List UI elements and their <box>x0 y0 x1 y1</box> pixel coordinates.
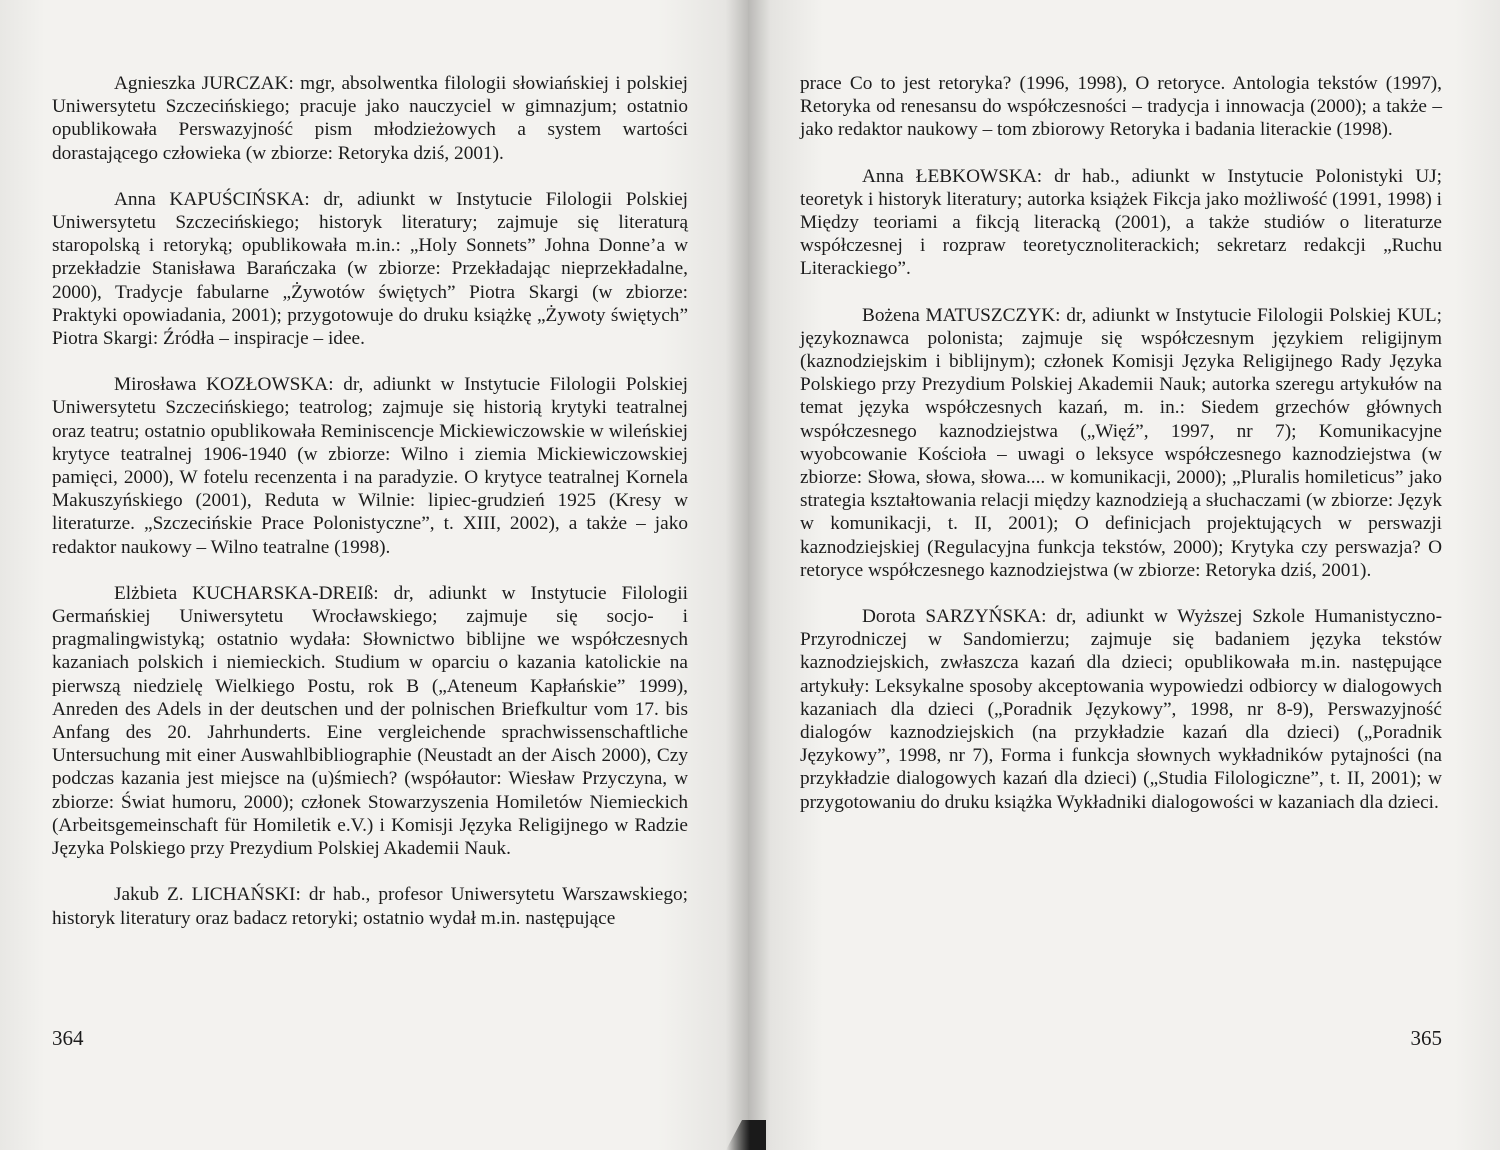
right-page <box>748 0 1500 1150</box>
right-page-text <box>800 72 1442 814</box>
page-number-right: 365 <box>1410 1026 1442 1050</box>
bio-kucharska-dreiss: Elżbieta KUCHARSKA-DREIß: dr, adiunkt w Instytucie Filologii Germańskiej Uniwersytetu Wrocławskiego; zajmuje się socjo- i pragmalingwistyką; ostatnio wydała: Słownictwo biblijne we współczesnych kazaniach polskich i niemieckich. Studium w oparciu o kazania katolickie na pierwszą niedzielę Wielkiego Postu, rok B („Ateneum Kapłańskie” 1999), Anreden des Adels in der deutschen und der polnischen Briefkultur vom 17. bis Anfang des 20. Jahrhunderts. Eine vergleichende sprachwissenschaftliche Untersuchung mit einer Auswahlbibliographie (Neustadt an der Aisch 2000), Czy podczas kazania jest miejsce na (u)śmiech? (współautor: Wiesław Przyczyna, w zbiorze: Świat humoru, 2000); członek Stowarzyszenia Homiletów Niemieckich (Arbeitsgemeinschaft für Homiletik e.V.) i Komisji Języka Religijnego w Radzie Języka Polskiego przy Prezydium Polskiej Akademii Nauk. <box>52 582 688 860</box>
left-page-text <box>52 72 688 930</box>
bio-matuszczyk: Bożena MATUSZCZYK: dr, adiunkt w Instytucie Filologii Polskiej KUL; językoznawca polonista; zajmuje się współczesnym językiem religijnym (kaznodziejskim i biblijnym); członek Komisji Języka Religijnego Rady Języka Polskiego przy Prezydium Polskiej Akademii Nauk; autorka szeregu artykułów na temat języka współczesnych kazań, m. in.: Siedem grzechów głównych współczesnego kaznodziejstwa („Więź”, 1997, nr 7); Komunikacyjne wyobcowanie Kościoła – uwagi o leksyce współczesnego kaznodziejstwa (w zbiorze: Słowa, słowa, słowa.... w komunikacji, 2000); „Pluralis homileticus” jako strategia kształtowania relacji między kaznodzieją a słuchaczami (w zbiorze: Język w komunikacji, t. II, 2001); O definicjach projektujących w perswazji kaznodziejskiej (Regulacyjna funkcja tekstów, 2000); Krytyka czy perswazja? O retoryce współczesnego kaznodziejstwa (w zbiorze: Retoryka dziś, 2001). <box>800 304 1442 581</box>
bio-lichanski-continued: prace Co to jest retoryka? (1996, 1998), O retoryce. Antologia tekstów (1997), Retoryka od renesansu do współczesności – tradycja i innowacja (2000); a także – jako redaktor naukowy – tom zbiorowy Retoryka i badania literackie (1998). <box>800 73 1442 141</box>
bio-kapuscinska: Anna KAPUŚCIŃSKA: dr, adiunkt w Instytucie Filologii Polskiej Uniwersytetu Szczecińskiego; historyk literatury; zajmuje się literaturą staropolską i retoryką; opublikowała m.in.: „Holy Sonnets” Johna Donne’a w przekładzie Stanisława Barańczaka (w zbiorze: Przekładając nieprzekładalne, 2000), Tradycje fabularne „Żywotów świętych” Piotra Skargi (w zbiorze: Praktyki opowiadania, 2001); przygotowuje do druku książkę „Żywoty świętych” Piotra Skargi: Źródła – inspiracje – idee. <box>52 188 688 350</box>
bio-sarzynska: Dorota SARZYŃSKA: dr, adiunkt w Wyższej Szkole Humanistyczno-Przyrodniczej w Sandomierzu; zajmuje się badaniem języka tekstów kaznodziejskich, zwłaszcza kazań dla dzieci; opublikowała m.in. następujące artykuły: Leksykalne sposoby akceptowania wypowiedzi odbiorcy w dialogowych kazaniach dla dzieci („Poradnik Językowy”, 1998, nr 8-9), Perswazyjność dialogów kaznodziejskich (na przykładzie kazań dla dzieci) („Poradnik Językowy”, 1998, nr 7), Forma i funkcja słownych wykładników pytajności (na przykładzie dialogowych kazań dla dzieci) („Studia Filologiczne”, t. II, 2001); w przygotowaniu do druku książka Wykładniki dialogowości w kazaniach dla dzieci. <box>800 606 1442 813</box>
bio-kozlowska: Mirosława KOZŁOWSKA: dr, adiunkt w Instytucie Filologii Polskiej Uniwersytetu Szczecińskiego; teatrolog; zajmuje się historią krytyki teatralnej oraz teatru; ostatnio opublikowała Reminiscencje Mickiewiczowskie w wileńskiej krytyce teatralnej 1906-1940 (w zbiorze: Wilno i ziemia Mickiewiczowskiej pamięci, 2000), W fotelu recenzenta i na paradyzie. O krytyce teatralnej Kornela Makuszyńskiego (2001), Reduta w Wilnie: lipiec-grudzień 1925 (Kresy w literaturze. „Szczecińskie Prace Polonistyczne”, t. XIII, 2002), a także – jako redaktor naukowy – Wilno teatralne (1998). <box>52 374 688 558</box>
bio-lebkowska: Anna ŁEBKOWSKA: dr hab., adiunkt w Instytucie Polonistyki UJ; teoretyk i historyk literatury; autorka książek Fikcja jako możliwość (1991, 1998) i Między teoriami a fikcją literacką (2001), a także studiów o literaturze współczesnej i rozpraw teoretycznoliterackich; sekretarz redakcji „Ruchu Literackiego”. <box>800 165 1442 280</box>
left-page <box>0 0 748 1150</box>
bio-jurczak: Agnieszka JURCZAK: mgr, absolwentka filologii słowiańskiej i polskiej Uniwersytetu Szczecińskiego; pracuje jako nauczyciel w gimnazjum; ostatnio opublikowała Perswazyjność pism młodzieżowych a system wartości dorastającego człowieka (w zbiorze: Retoryka dziś, 2001). <box>52 73 688 164</box>
bio-lichanski: Jakub Z. LICHAŃSKI: dr hab., profesor Uniwersytetu Warszawskiego; historyk literatury oraz badacz retoryki; ostatnio wydał m.in. następujące <box>52 884 688 929</box>
page-number-left: 364 <box>52 1026 84 1050</box>
